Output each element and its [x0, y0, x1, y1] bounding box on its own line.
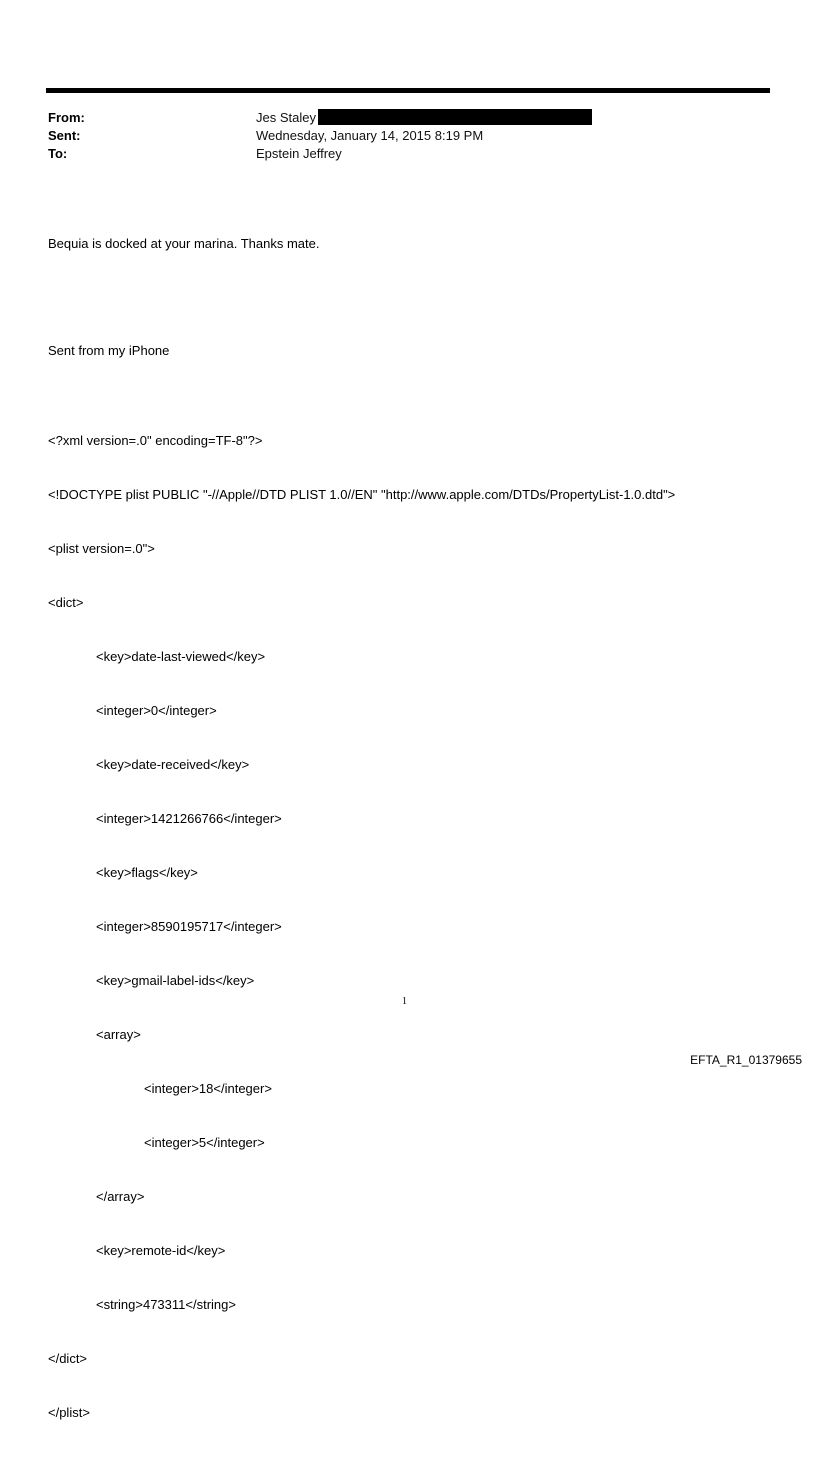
- message-text: Bequia is docked at your marina. Thanks mate.: [48, 236, 320, 251]
- dict-open: <dict>: [48, 595, 84, 610]
- xml-line: </array>: [96, 1189, 145, 1204]
- xml-line: <string>473311</string>: [96, 1297, 236, 1312]
- dict-close: </dict>: [48, 1351, 88, 1366]
- xml-line: <integer>8590195717</integer>: [96, 919, 282, 934]
- xml-line: <array>: [96, 1027, 141, 1042]
- plist-close: </plist>: [48, 1405, 90, 1420]
- xml-line: <key>remote-id</key>: [96, 1243, 226, 1258]
- xml-line: <integer>1421266766</integer>: [96, 811, 282, 826]
- xml-line: <key>date-received</key>: [96, 757, 250, 772]
- xml-line: <key>flags</key>: [96, 865, 198, 880]
- xml-block: [48, 396, 675, 1458]
- redaction-bar: [318, 109, 592, 125]
- to-row: [48, 145, 592, 163]
- xml-declaration: <?xml version=.0" encoding=TF-8"?>: [48, 433, 263, 448]
- plist-open: <plist version=.0">: [48, 541, 155, 556]
- xml-line: <key>gmail-label-ids</key>: [96, 973, 255, 988]
- from-value: [256, 109, 592, 127]
- xml-line: <integer>0</integer>: [96, 703, 217, 718]
- document-id: EFTA_R1_01379655: [690, 1053, 802, 1067]
- sent-value: Wednesday, January 14, 2015 8:19 PM: [256, 128, 484, 143]
- from-label: From:: [48, 110, 85, 125]
- sent-label: Sent:: [48, 128, 81, 143]
- email-header: [48, 109, 592, 163]
- to-label: To:: [48, 146, 68, 161]
- xml-line: <key>date-last-viewed</key>: [96, 649, 266, 664]
- from-row: [48, 109, 592, 127]
- sent-row: [48, 127, 592, 145]
- xml-doctype: <!DOCTYPE plist PUBLIC "-//Apple//DTD PLIST 1.0//EN" "http://www.apple.com/DTDs/PropertyList-1.0.dtd">: [48, 487, 676, 502]
- page-number: 1: [402, 996, 407, 1007]
- sender-name: Jes Staley: [256, 110, 316, 125]
- array-item: <integer>18</integer>: [144, 1081, 272, 1096]
- signature-text: Sent from my iPhone: [48, 343, 170, 358]
- array-item: <integer>5</integer>: [144, 1135, 265, 1150]
- header-divider: [46, 88, 770, 93]
- email-body: [48, 199, 675, 1476]
- to-value: Epstein Jeffrey: [256, 146, 342, 161]
